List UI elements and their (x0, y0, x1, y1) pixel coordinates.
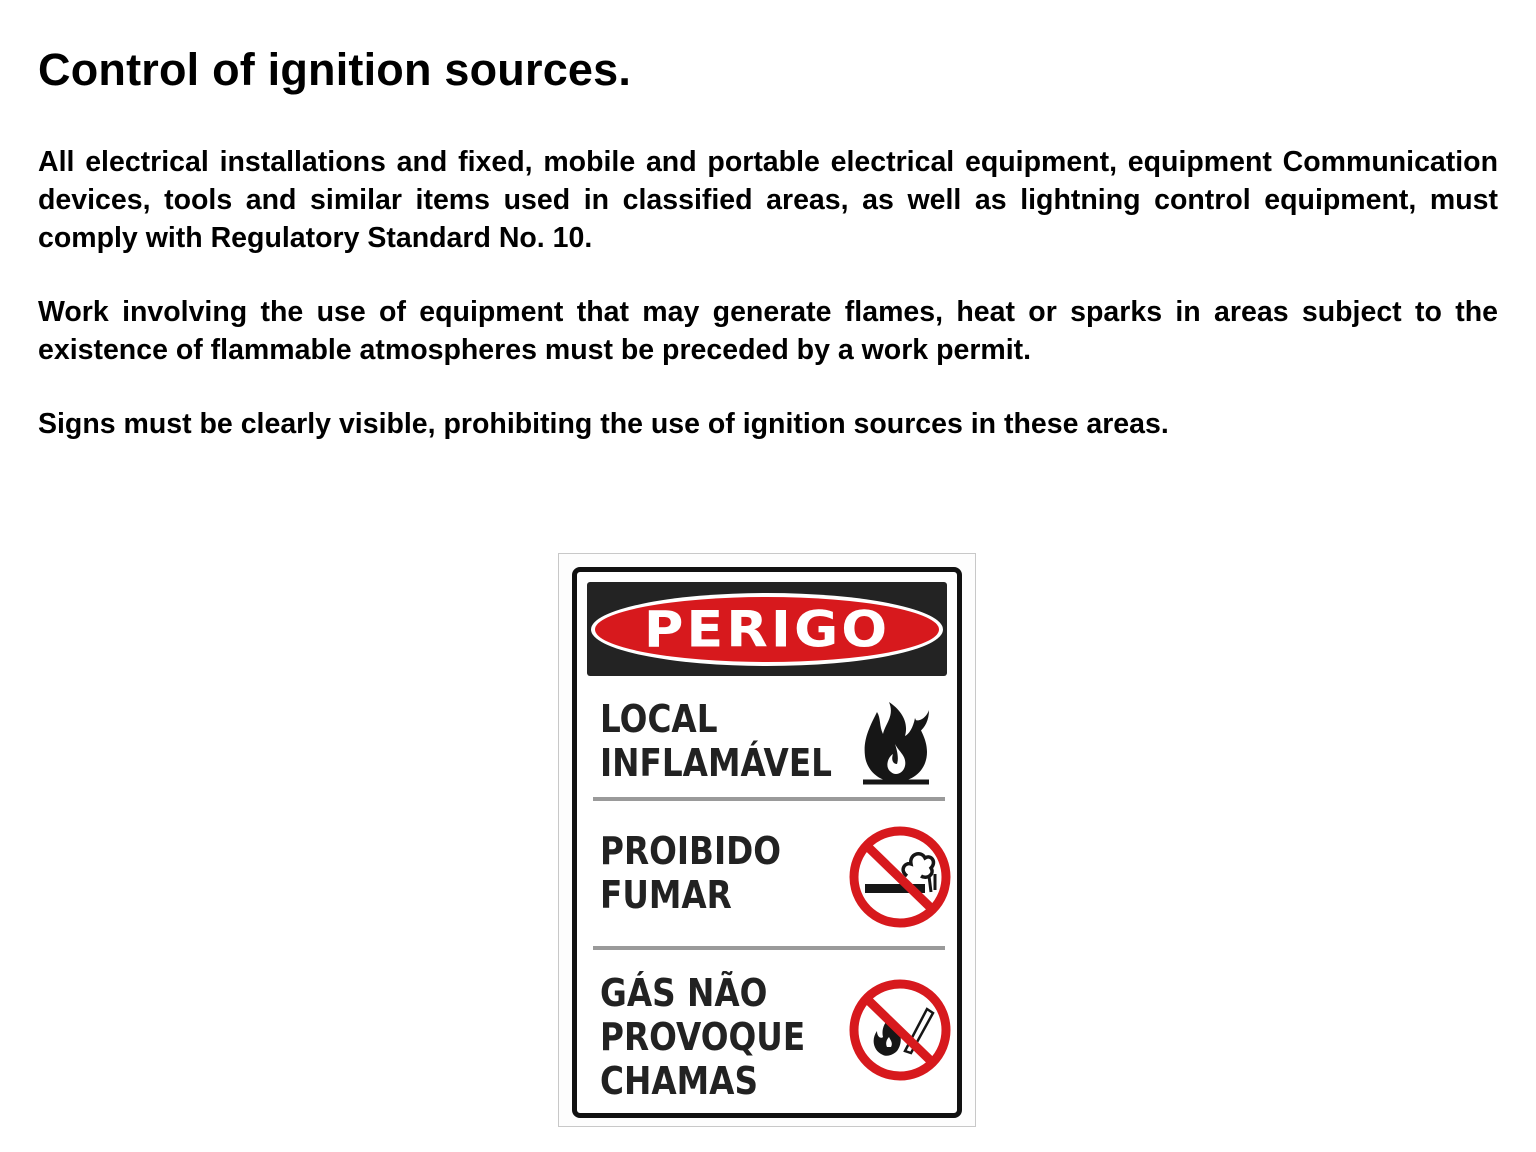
danger-sign-image (558, 553, 976, 1127)
sign-header-text: PERIGO (643, 600, 891, 659)
paragraph-signs: Signs must be clearly visible, prohibiting the use of ignition sources in these areas. (38, 408, 1169, 440)
sign-text-line: INFLAMÁVEL (600, 741, 832, 785)
paragraph-electrical-equipment: All electrical installations and fixed, mobile and portable electrical equipment, equipment Communication devices, tools and similar items used in classified areas, as well as lightning control equipment, must comply with Regulatory Standard No. 10. (38, 146, 1498, 254)
flame-icon (859, 698, 933, 790)
sign-text-line: GÁS NÃO (600, 971, 768, 1015)
sign-header (587, 582, 947, 676)
danger-sign (572, 567, 962, 1118)
sign-text-line: CHAMAS (600, 1059, 758, 1103)
sign-text-line: FUMAR (600, 873, 732, 917)
sign-section-no-flames (600, 971, 805, 1103)
document-title: Control of ignition sources. (38, 44, 632, 95)
sign-section-flammable (600, 697, 832, 785)
sign-text-line: PROVOQUE (600, 1015, 806, 1059)
no-smoking-icon (847, 824, 953, 930)
no-open-flame-icon (847, 977, 953, 1083)
sign-section-no-smoking (600, 829, 781, 917)
sign-divider (593, 946, 945, 950)
sign-header-oval (595, 597, 939, 662)
sign-text-line: LOCAL (600, 697, 718, 741)
sign-divider (593, 797, 945, 801)
sign-text-line: PROIBIDO (600, 829, 782, 873)
sign-header-oval-border (591, 593, 943, 666)
paragraph-work-permit: Work involving the use of equipment that may generate flames, heat or sparks in areas subject to the existence of flammable atmospheres must be preceded by a work permit. (38, 296, 1498, 366)
